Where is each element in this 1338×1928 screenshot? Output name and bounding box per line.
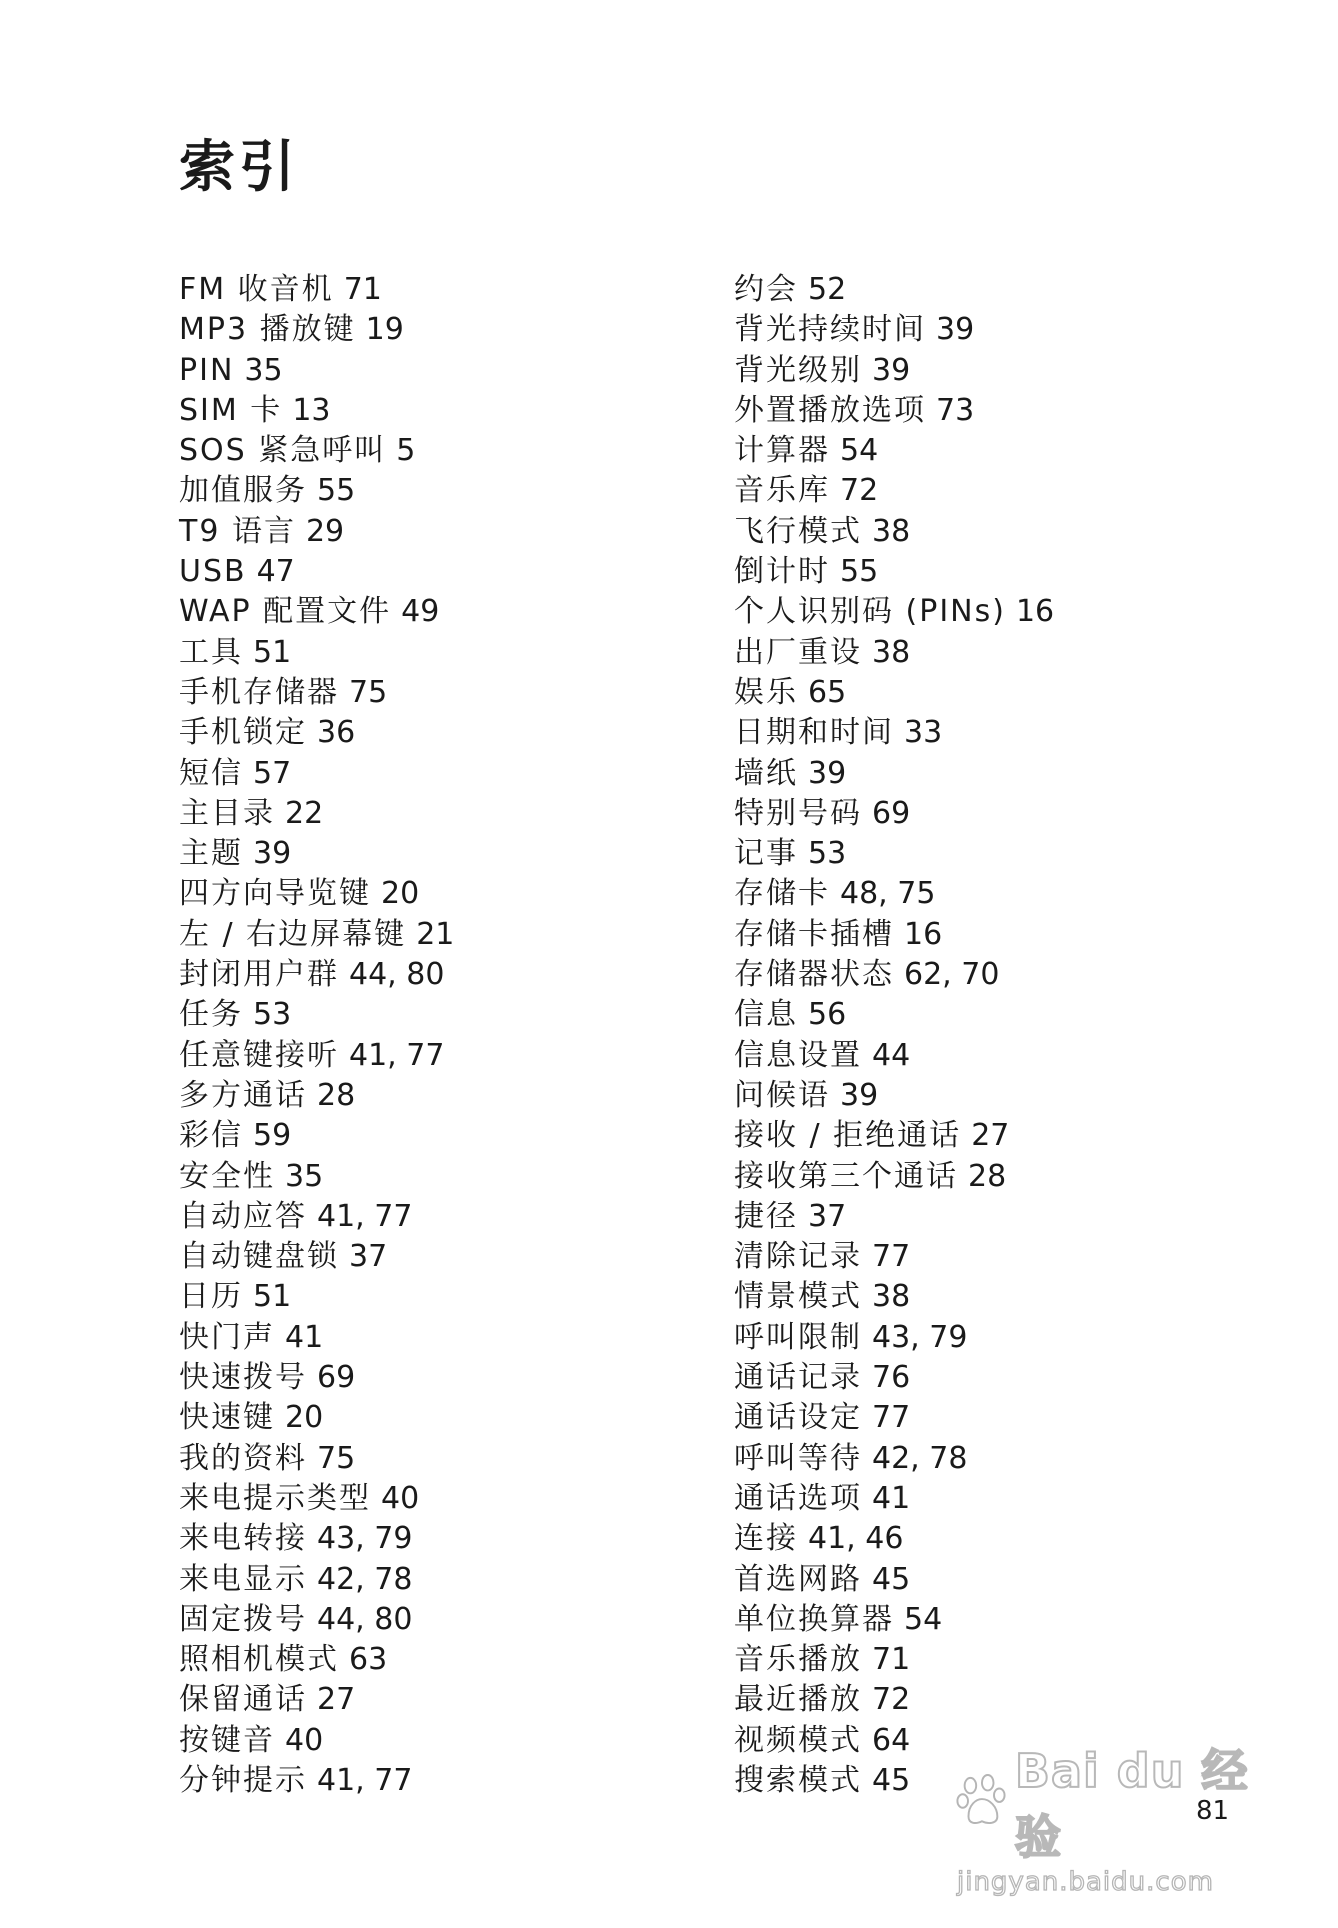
index-entry	[179, 1640, 454, 1680]
index-pages: 59	[253, 1118, 292, 1154]
index-pages: 44	[872, 1037, 911, 1073]
index-entry	[179, 1277, 454, 1317]
index-pages: 28	[317, 1077, 356, 1113]
index-term: PIN	[179, 352, 235, 388]
index-pages: 29	[305, 513, 345, 549]
index-term: 四方向导览键	[179, 876, 371, 912]
index-pages: 39	[936, 312, 975, 348]
index-entry	[734, 633, 1054, 673]
index-entry	[179, 1197, 454, 1237]
index-entry	[734, 673, 1054, 713]
index-term: 短信	[179, 755, 243, 791]
index-pages: 45	[872, 1762, 911, 1798]
index-entry	[734, 915, 1054, 955]
index-pages: 52	[808, 272, 847, 307]
index-entry	[734, 754, 1054, 794]
index-entry	[179, 270, 454, 310]
index-entry	[734, 1157, 1054, 1197]
index-entry	[179, 633, 454, 673]
index-pages: 69	[872, 795, 911, 831]
index-term: SOS 紧急呼叫	[179, 433, 387, 469]
index-pages: 20	[285, 1400, 324, 1436]
index-term: 我的资料	[179, 1440, 307, 1476]
index-term: 搜索模式	[734, 1762, 862, 1798]
index-entry	[179, 512, 454, 552]
index-pages: 71	[872, 1642, 911, 1678]
index-pages: 39	[808, 755, 847, 791]
index-term: 日期和时间	[734, 715, 894, 751]
index-term: 通话选项	[734, 1480, 862, 1516]
index-entry	[734, 1680, 1054, 1720]
index-entry	[734, 391, 1054, 431]
index-entry	[179, 834, 454, 874]
index-entry	[179, 915, 454, 955]
index-pages: 45	[872, 1561, 911, 1597]
index-pages: 51	[253, 1279, 292, 1315]
index-entry	[179, 1761, 454, 1801]
index-entry	[179, 1157, 454, 1197]
index-pages: 19	[365, 312, 404, 348]
index-term: 音乐库	[734, 473, 830, 509]
index-pages: 41, 77	[317, 1762, 413, 1798]
index-pages: 44, 80	[349, 957, 445, 993]
index-term: 背光级别	[734, 352, 862, 388]
index-entry	[179, 471, 454, 511]
index-term: 单位换算器	[734, 1601, 894, 1637]
index-entry	[734, 310, 1054, 350]
index-pages: 65	[808, 674, 847, 710]
index-term: 手机锁定	[179, 715, 307, 751]
index-term: 清除记录	[734, 1239, 862, 1275]
index-term: 彩信	[179, 1118, 243, 1154]
index-pages: 53	[808, 836, 847, 872]
index-pages: 40	[285, 1722, 324, 1758]
index-term: 存储卡	[734, 876, 830, 912]
index-entry	[179, 1479, 454, 1519]
index-pages: 77	[872, 1400, 911, 1436]
index-entry	[734, 471, 1054, 511]
index-term: 快门声	[179, 1319, 275, 1355]
index-entry	[734, 1640, 1054, 1680]
paw-icon	[955, 1773, 1009, 1829]
index-entry	[734, 1600, 1054, 1640]
index-entry	[179, 310, 454, 350]
index-term: 主目录	[179, 795, 275, 831]
index-pages: 27	[317, 1682, 356, 1718]
index-entry	[179, 874, 454, 914]
index-entry	[179, 1036, 454, 1076]
index-pages: 54	[840, 433, 879, 469]
index-pages: 39	[253, 836, 292, 872]
index-entry	[179, 1116, 454, 1156]
index-pages: 35	[244, 352, 283, 388]
index-entry	[179, 1519, 454, 1559]
index-entry	[179, 1237, 454, 1277]
index-column-right	[734, 270, 1054, 1801]
index-pages: 28	[968, 1158, 1007, 1194]
index-pages: 22	[285, 795, 324, 831]
index-term: 自动应答	[179, 1198, 307, 1234]
index-term: WAP 配置文件	[179, 594, 392, 630]
index-pages: 20	[381, 876, 420, 912]
index-term: 封闭用户群	[179, 957, 339, 993]
index-term: 快速键	[179, 1400, 275, 1436]
index-term: USB	[179, 554, 247, 590]
index-pages: 57	[253, 755, 292, 791]
index-term: 固定拨号	[179, 1601, 307, 1637]
index-term: 捷径	[734, 1198, 798, 1234]
index-term: 来电提示类型	[179, 1480, 371, 1516]
index-pages: 37	[808, 1198, 847, 1234]
index-pages: 76	[872, 1360, 911, 1396]
index-term: 呼叫限制	[734, 1319, 862, 1355]
index-pages: 73	[936, 392, 975, 428]
index-entry	[734, 955, 1054, 995]
index-term: 安全性	[179, 1158, 275, 1194]
index-entry	[179, 391, 454, 431]
index-term: 视频模式	[734, 1722, 862, 1758]
index-term: 计算器	[734, 433, 830, 469]
index-entry	[179, 552, 454, 592]
index-entry	[179, 673, 454, 713]
index-pages: 69	[317, 1360, 356, 1396]
index-term: 分钟提示	[179, 1762, 307, 1798]
index-pages: 43, 79	[317, 1521, 413, 1557]
index-term: 呼叫等待	[734, 1440, 862, 1476]
index-term: 飞行模式	[734, 513, 862, 549]
index-entry	[179, 431, 454, 471]
index-entry	[179, 1560, 454, 1600]
index-entry	[179, 1318, 454, 1358]
index-entry	[179, 1680, 454, 1720]
index-pages: 39	[872, 352, 911, 388]
index-pages: 16	[904, 916, 943, 952]
index-pages: 39	[840, 1077, 879, 1113]
index-entry	[734, 1116, 1054, 1156]
index-pages: 38	[872, 513, 911, 549]
index-pages: 16	[1015, 594, 1055, 630]
index-column-left	[179, 270, 454, 1801]
index-entry	[734, 592, 1054, 632]
index-pages: 38	[872, 1279, 911, 1315]
index-term: 接收 / 拒绝通话	[734, 1118, 962, 1154]
index-entry	[179, 1358, 454, 1398]
index-entry	[734, 1318, 1054, 1358]
index-entry	[179, 1076, 454, 1116]
index-entry	[179, 1600, 454, 1640]
watermark-url: jingyan.baidu.com	[957, 1867, 1214, 1897]
index-entry	[734, 1358, 1054, 1398]
index-term: 特别号码	[734, 795, 862, 831]
index-term: 外置播放选项	[734, 392, 926, 428]
index-term: 个人识别码 (PINs)	[734, 594, 1006, 630]
index-entry	[734, 794, 1054, 834]
index-pages: 64	[872, 1722, 911, 1758]
index-term: 照相机模式	[179, 1642, 339, 1678]
index-pages: 48, 75	[840, 876, 936, 912]
index-pages: 42, 78	[872, 1440, 968, 1476]
index-term: 存储卡插槽	[734, 916, 894, 952]
index-term: 信息设置	[734, 1037, 862, 1073]
index-term: FM 收音机	[179, 272, 334, 307]
index-term: 来电显示	[179, 1561, 307, 1597]
index-term: 通话设定	[734, 1400, 862, 1436]
index-pages: 37	[349, 1239, 388, 1275]
index-term: 墙纸	[734, 755, 798, 791]
index-pages: 41, 77	[317, 1198, 413, 1234]
index-entry	[734, 1439, 1054, 1479]
index-entry	[734, 1197, 1054, 1237]
index-term: 自动键盘锁	[179, 1239, 339, 1275]
index-pages: 27	[971, 1118, 1010, 1154]
index-pages: 54	[904, 1601, 943, 1637]
index-pages: 38	[872, 634, 911, 670]
index-term: 情景模式	[734, 1279, 862, 1315]
index-term: SIM 卡	[179, 392, 283, 428]
index-entry	[734, 995, 1054, 1035]
index-pages: 77	[872, 1239, 911, 1275]
index-pages: 71	[343, 272, 382, 307]
index-pages: 55	[317, 473, 356, 509]
index-pages: 55	[840, 554, 879, 590]
index-term: 音乐播放	[734, 1642, 862, 1678]
index-term: MP3 播放键	[179, 312, 356, 348]
index-entry	[734, 1398, 1054, 1438]
index-entry	[734, 713, 1054, 753]
index-entry	[734, 834, 1054, 874]
index-term: 主题	[179, 836, 243, 872]
index-term: 约会	[734, 272, 798, 307]
index-term: 最近播放	[734, 1682, 862, 1718]
index-entry	[734, 1277, 1054, 1317]
index-entry	[734, 1479, 1054, 1519]
index-term: 倒计时	[734, 554, 830, 590]
index-term: 背光持续时间	[734, 312, 926, 348]
index-term: 出厂重设	[734, 634, 862, 670]
index-entry	[734, 1076, 1054, 1116]
index-term: 快速拨号	[179, 1360, 307, 1396]
index-pages: 72	[840, 473, 879, 509]
index-entry	[734, 1519, 1054, 1559]
index-term: 按键音	[179, 1722, 275, 1758]
index-term: 连接	[734, 1521, 798, 1557]
index-term: 日历	[179, 1279, 243, 1315]
index-entry	[179, 713, 454, 753]
watermark-brand: Bai du 经验	[1014, 1744, 1249, 1864]
index-entry	[734, 512, 1054, 552]
index-pages: 53	[253, 997, 292, 1033]
index-pages: 75	[317, 1440, 356, 1476]
index-pages: 35	[285, 1158, 324, 1194]
index-term: 存储器状态	[734, 957, 894, 993]
page-number: 81	[1196, 1796, 1230, 1826]
index-pages: 44, 80	[317, 1601, 413, 1637]
index-term: 任务	[179, 997, 243, 1033]
index-term: 手机存储器	[179, 674, 339, 710]
index-entry	[734, 1560, 1054, 1600]
index-entry	[179, 995, 454, 1035]
index-pages: 62, 70	[904, 957, 1000, 993]
index-entry	[734, 552, 1054, 592]
index-entry	[179, 955, 454, 995]
index-term: 任意键接听	[179, 1037, 339, 1073]
page-title: 索引	[179, 135, 299, 200]
index-pages: 41, 46	[808, 1521, 904, 1557]
index-pages: 41	[285, 1319, 324, 1355]
index-entry	[179, 1439, 454, 1479]
index-entry	[734, 351, 1054, 391]
index-pages: 36	[317, 715, 356, 751]
index-entry	[734, 270, 1054, 310]
index-term: 多方通话	[179, 1077, 307, 1113]
index-pages: 43, 79	[872, 1319, 968, 1355]
index-entry	[179, 351, 454, 391]
index-entry	[179, 754, 454, 794]
index-pages: 63	[349, 1642, 388, 1678]
index-term: 娱乐	[734, 674, 798, 710]
index-term: 保留通话	[179, 1682, 307, 1718]
index-term: 来电转接	[179, 1521, 307, 1557]
index-term: 信息	[734, 997, 798, 1033]
index-pages: 47	[256, 554, 295, 590]
index-pages: 33	[904, 715, 943, 751]
index-entry	[734, 431, 1054, 471]
index-term: T9 语言	[179, 513, 296, 549]
index-pages: 5	[396, 433, 416, 469]
index-pages: 75	[349, 674, 388, 710]
index-pages: 41, 77	[349, 1037, 445, 1073]
index-pages: 51	[253, 634, 292, 670]
index-pages: 56	[808, 997, 847, 1033]
index-pages: 13	[292, 392, 331, 428]
index-pages: 72	[872, 1682, 911, 1718]
index-pages: 42, 78	[317, 1561, 413, 1597]
index-entry	[734, 874, 1054, 914]
index-entry	[179, 592, 454, 632]
watermark	[955, 1735, 1285, 1897]
index-term: 加值服务	[179, 473, 307, 509]
index-term: 工具	[179, 634, 243, 670]
index-term: 首选网路	[734, 1561, 862, 1597]
index-pages: 40	[381, 1480, 420, 1516]
index-entry	[179, 1721, 454, 1761]
index-term: 接收第三个通话	[734, 1158, 958, 1194]
index-term: 记事	[734, 836, 798, 872]
index-term: 左 / 右边屏幕键	[179, 916, 407, 952]
index-entry	[179, 1398, 454, 1438]
index-entry	[734, 1237, 1054, 1277]
index-pages: 41	[872, 1480, 911, 1516]
index-entry	[734, 1036, 1054, 1076]
index-pages: 49	[401, 594, 440, 630]
index-pages: 21	[416, 916, 455, 952]
index-term: 问候语	[734, 1077, 830, 1113]
index-term: 通话记录	[734, 1360, 862, 1396]
index-entry	[179, 794, 454, 834]
